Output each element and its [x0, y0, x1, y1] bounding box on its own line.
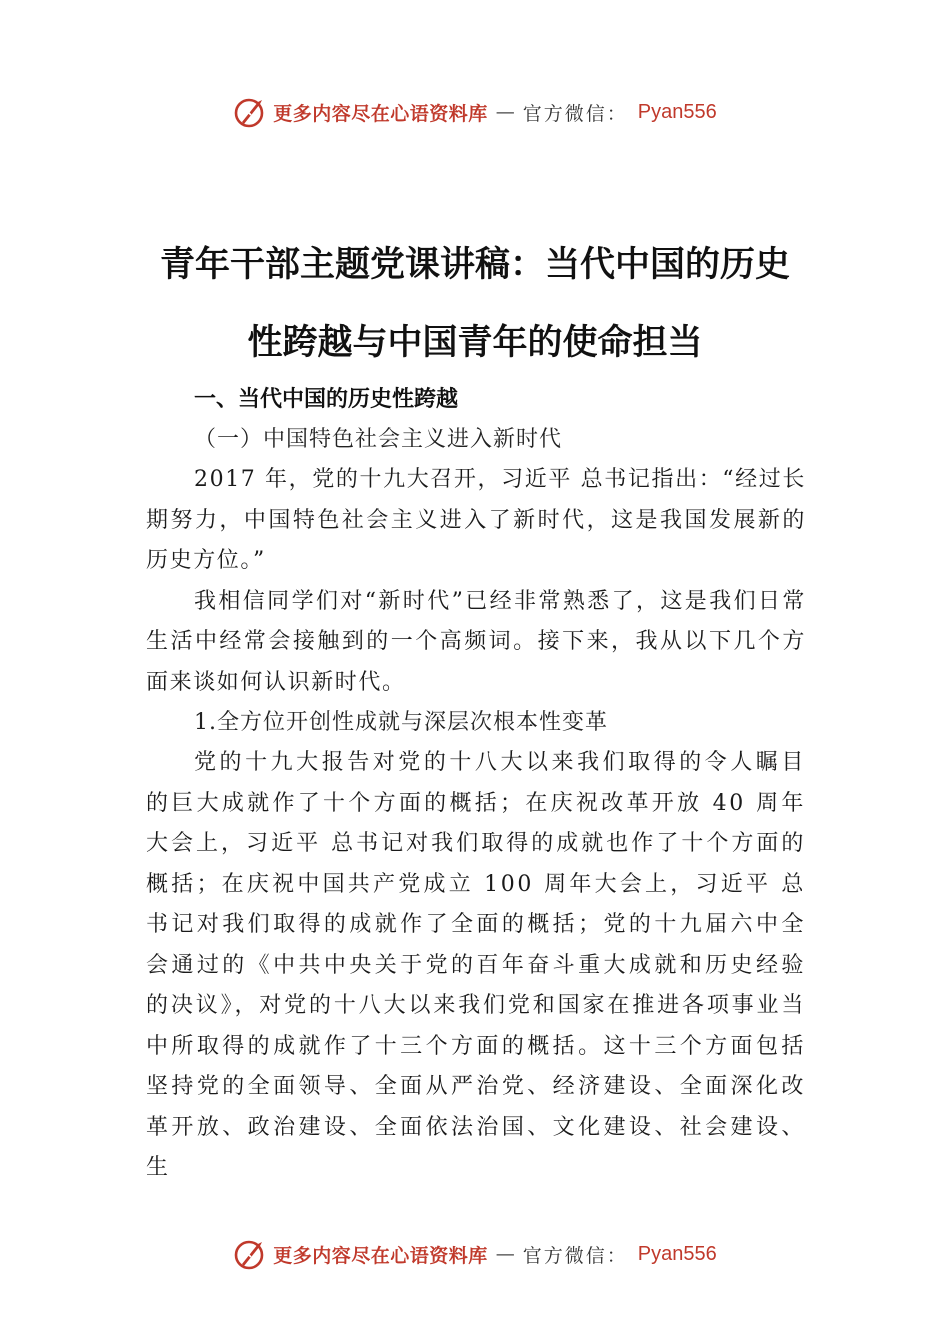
title-line-1: 青年干部主题党课讲稿：当代中国的历史 — [159, 245, 790, 285]
document-title — [120, 226, 830, 382]
banner-brand-text: 更多内容尽在心语资料库 — [273, 1244, 488, 1267]
document-body — [146, 380, 806, 1189]
paragraph: 2017 年，党的十九大召开，习近平 总书记指出：“经过长期努力，中国特色社会主义进入了新时代，这是我国发展新的历史方位。” — [146, 467, 806, 573]
section-heading: 一、当代中国的历史性跨越 — [194, 387, 459, 412]
banner-wechat-label: 官方微信： — [522, 102, 628, 125]
banner-brand-text: 更多内容尽在心语资料库 — [273, 102, 488, 125]
banner-dash: — — [495, 1243, 515, 1265]
paragraph: 党的十九大报告对党的十八大以来我们取得的令人瞩目的巨大成就作了十个方面的概括；在庆祝改革开放 40 周年大会上，习近平 总书记对我们取得的成就也作了十个方面的概括；在庆祝中国共产党成立 100 周年大会上，习近平 总书记对我们取得的成就作了全面的概括；党的十九届六中全会通过的《中共中央关于党的百年奋斗重大成就和历史经验的决议》，对党的十八大以来我们党和国家在推进各项事业当中所取得的成就作了十三个方面的概括。这十三个方面包括坚持党的全面领导、全面从严治党、经济建设、全面深化改革开放、政治建设、全面依法治国、文化建设、社会建设、生 — [146, 750, 806, 1180]
banner-dash: — — [495, 101, 515, 123]
numbered-subheading: 1.全方位开创性成就与深层次根本性变革 — [194, 710, 608, 735]
quill-circle-logo-icon — [233, 1237, 267, 1271]
footer-banner — [0, 1234, 950, 1274]
banner-wechat-label: 官方微信： — [522, 1244, 628, 1267]
header-banner — [0, 92, 950, 132]
banner-wechat-id: Pyan556 — [637, 1242, 717, 1265]
quill-circle-logo-icon — [233, 95, 267, 129]
paragraph: 我相信同学们对“新时代”已经非常熟悉了，这是我们日常生活中经常会接触到的一个高频词。接下来，我从以下几个方面来谈如何认识新时代。 — [146, 588, 806, 695]
subsection-heading: （一）中国特色社会主义进入新时代 — [194, 427, 563, 452]
banner-wechat-id: Pyan556 — [637, 100, 717, 123]
title-line-2: 性跨越与中国青年的使命担当 — [247, 323, 703, 363]
